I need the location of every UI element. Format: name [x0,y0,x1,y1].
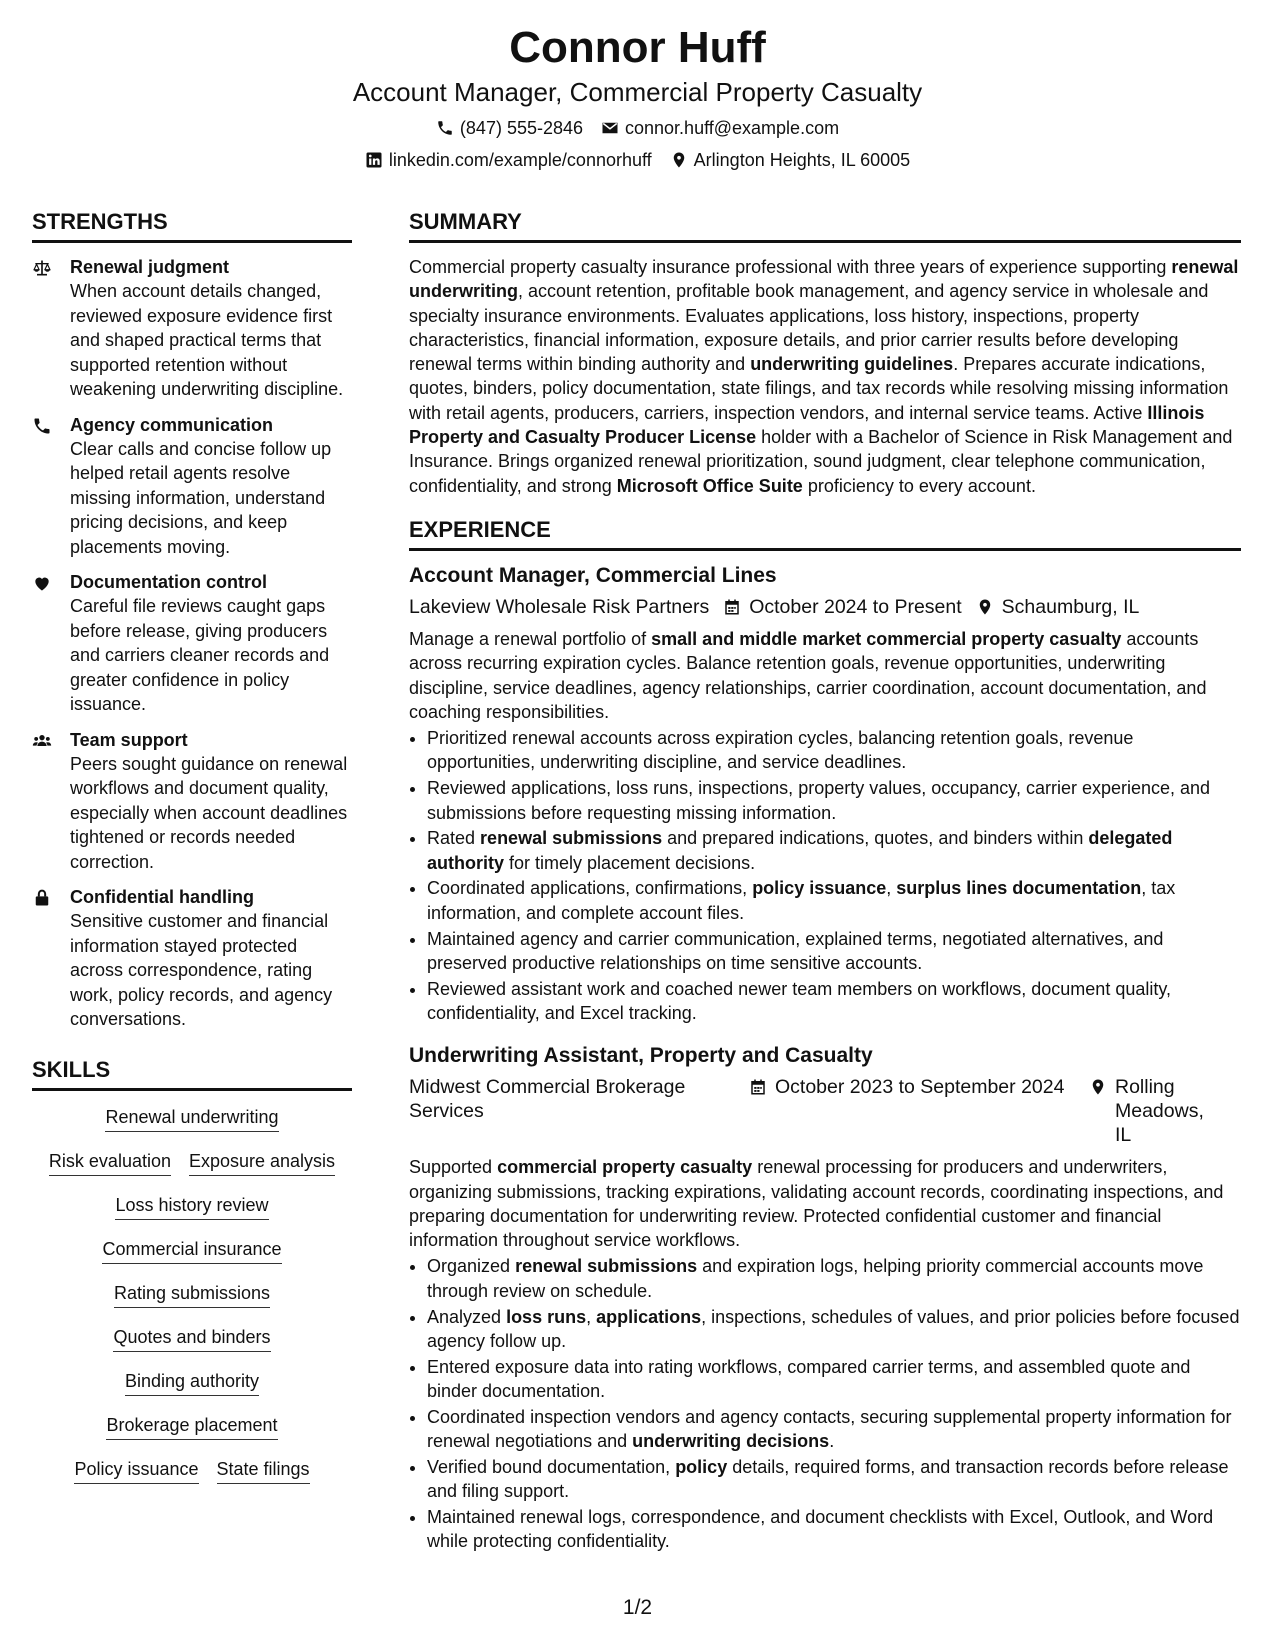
job-bullets [409,1254,1241,1553]
text-run: Rated [427,828,481,849]
bullet-item [427,1455,1241,1504]
bullet-item [427,1355,1241,1404]
bold-text: small and middle market commercial property casualty [651,628,1122,649]
calendar-icon [723,598,741,616]
users-icon [32,731,52,751]
envelope-icon [601,119,619,137]
left-column [32,208,352,1501]
strength-item [32,885,352,1032]
map-pin-icon [976,598,994,616]
text-run: Reviewed assistant work and coached newer team members on workflows, document quality, confidentiality, and Excel tracking. [427,978,1172,1023]
bullet-item [427,1254,1241,1303]
bold-text: Illinois Property and Casualty Producer License [409,402,1205,448]
map-pin-icon [670,151,688,169]
text-run: Analyzed [427,1306,507,1327]
text-run: Coordinated inspection vendors and agency contacts, securing supplemental property information for renewal negotiations and [427,1406,1232,1451]
skills-list [32,1105,352,1484]
strength-title: Renewal judgment [70,257,230,277]
linkedin-text: linkedin.com/example/connorhuff [388,150,652,170]
bold-text: commercial property casualty [497,1157,753,1178]
summary-paragraph [409,255,1241,498]
calendar-icon [749,1078,767,1096]
bold-text: policy issuance [752,878,887,899]
bold-text: Microsoft Office Suite [616,475,803,496]
candidate-name: Connor Huff [509,23,766,72]
strength-item [32,570,352,717]
bullet-item [427,826,1241,875]
bold-text: renewal submissions [480,828,663,849]
job-intro [409,1155,1241,1252]
page-number: 1/2 [622,1596,653,1619]
text-run: renewal processing for producers and underwriters, organizing submissions, tracking expirations, validating account records, coordinating inspections, and preparing documentation for underwriting review. Protected confidential customer and financial information throughout service workflows. [409,1157,1224,1251]
linkedin-contact[interactable] [365,148,652,172]
text-run: Prioritized renewal accounts across expiration cycles, balancing retention goals, revenue opportunities, underwriting discipline, and service deadlines. [427,728,1134,773]
bold-text: policy [675,1456,728,1477]
bold-text: applications [596,1306,702,1327]
skill-tag: Commercial insurance [102,1237,281,1264]
bold-text: surplus lines documentation [896,878,1142,899]
skill-tag: Policy issuance [74,1457,198,1484]
job-meta [409,595,1241,619]
bullet-item [427,977,1241,1026]
skill-row [32,1281,352,1308]
job-title: Account Manager, Commercial Lines [409,563,777,587]
text-run: accounts across recurring expiration cycles. Balance retention goals, revenue opportunities, underwriting discipline, service deadlines, agency relationships, carrier coordination, account documentation, and coaching responsibilities. [409,628,1207,722]
skill-row [32,1237,352,1264]
text-run: , [586,1306,597,1327]
bold-text: delegated authority [427,828,1173,873]
skill-tag: Loss history review [115,1193,268,1220]
strength-title: Confidential handling [70,887,254,907]
experience-heading: EXPERIENCE [409,516,1241,551]
scale-icon [32,258,52,278]
text-run: and prepared indications, quotes, and binders within [662,828,1089,849]
bullet-item [427,927,1241,976]
text-run: and expiration logs, helping priority commercial accounts move through review on schedule. [427,1256,1204,1301]
text-run: holder with a Bachelor of Science in Risk Management and Insurance. Brings organized renewal prioritization, sound judgment, clear telephone communication, confidentiality, and strong [409,427,1233,496]
bullet-item [427,876,1241,925]
bullet-item [427,1505,1241,1554]
map-pin-icon [1089,1078,1107,1096]
text-run: Coordinated applications, confirmations, [427,878,753,899]
job-title: Underwriting Assistant, Property and Casualty [409,1044,873,1068]
bold-text: loss runs [506,1306,587,1327]
text-run: Maintained renewal logs, correspondence, and document checklists with Excel, Outlook, and Word while protecting confidentiality. [427,1506,1214,1552]
linkedin-icon [365,151,383,169]
skill-row [32,1457,352,1484]
text-run: Supported [409,1157,498,1178]
phone-text: (847) 555-2846 [459,118,584,138]
text-run: Verified bound documentation, [427,1456,676,1477]
text-run: , account retention, profitable book management, and agency service in wholesale and specialty insurance environments. Evaluates applications, loss history, inspections, property characteristics, financial information, exposure details, and prior carrier results before developing renewal terms within binding authority and [409,281,1209,375]
strength-item [32,413,352,560]
bold-text: underwriting decisions [632,1430,830,1451]
skill-tag: Exposure analysis [189,1149,335,1176]
skill-tag: State filings [217,1457,310,1484]
job-bullets [409,726,1241,1025]
strengths-heading: STRENGTHS [32,208,352,243]
skill-row [32,1413,352,1440]
strength-item [32,255,352,402]
skill-tag: Quotes and binders [113,1325,270,1352]
location-text: Arlington Heights, IL 60005 [693,150,911,170]
text-run: Maintained agency and carrier communication, explained terms, negotiated alternatives, and preserved productive relationships on time sensitive accounts. [427,928,1164,973]
bullet-item [427,1305,1241,1354]
phone-icon [436,119,454,137]
phone-icon [32,416,52,436]
company-name: Midwest Commercial Brokerage Services [409,1076,686,1123]
text-run: proficiency to every account. [802,475,1036,496]
right-column [409,208,1241,1555]
skill-row [32,1193,352,1220]
heart-icon [32,573,52,593]
skill-tag: Brokerage placement [106,1413,277,1440]
skills-heading: SKILLS [32,1056,352,1091]
skill-tag: Rating submissions [114,1281,270,1308]
resume-header [0,22,1275,172]
text-run: . Prepares accurate indications, quotes, binders, policy documentation, state filings, and tax records while resolving missing information with retail agents, producers, carriers, inspection vendors, and internal service teams. Active [409,354,1229,423]
job-intro [409,627,1241,724]
text-run: details, required forms, and transaction records before release and filing support. [427,1456,1229,1502]
skill-row [32,1149,352,1176]
bold-text: renewal submissions [515,1256,698,1277]
skill-row [32,1325,352,1352]
text-run: Reviewed applications, loss runs, inspections, property values, occupancy, carrier experience, and submissions before requesting missing information. [427,778,1211,823]
bullet-item [427,726,1241,775]
strength-desc: Clear calls and concise follow up helped retail agents resolve missing information, understand pricing decisions, and keep placements moving. [70,438,332,557]
job-entry [409,1043,1241,1553]
bullet-item [427,1405,1241,1454]
experience-list [409,563,1241,1554]
email-text: connor.huff@example.com [625,118,840,138]
contact-row-1 [0,116,1275,140]
job-meta [409,1075,1241,1147]
text-run: Entered exposure data into rating workflows, compared carrier terms, and assembled quote and binder documentation. [427,1356,1191,1401]
skill-tag: Renewal underwriting [105,1105,278,1132]
job-dates: October 2024 to Present [723,595,961,619]
bold-text: renewal underwriting [409,257,1239,302]
job-location: Schaumburg, IL [976,595,1140,619]
strength-title: Agency communication [70,414,274,435]
text-run: Organized [427,1256,516,1277]
strength-title: Documentation control [70,572,267,592]
strength-item [32,728,352,875]
text-run: Manage a renewal portfolio of [409,628,652,649]
location-contact [670,148,910,172]
skills-section [32,1056,352,1484]
text-run: , [886,878,897,899]
text-run: for timely placement decisions. [504,852,756,873]
summary-heading: SUMMARY [409,208,1241,243]
job-entry [409,563,1241,1025]
skill-tag: Binding authority [125,1369,259,1396]
text-run: . [829,1430,835,1451]
bullet-item [427,776,1241,825]
contact-row-2 [0,148,1275,172]
skill-tag: Risk evaluation [49,1149,171,1176]
strength-desc: Careful file reviews caught gaps before release, giving producers and carriers cleaner records and greater confidence in policy issuance. [70,596,330,714]
text-run: , tax information, and complete account files. [427,878,1176,923]
job-dates: October 2023 to September 2024 [749,1075,1089,1099]
text-run: , inspections, schedules of values, and prior policies before focused agency follow up. [427,1306,1240,1351]
company-name: Lakeview Wholesale Risk Partners [409,595,710,618]
skill-row [32,1105,352,1132]
text-run: Commercial property casualty insurance professional with three years of experience supporting [409,257,1172,277]
lock-icon [32,888,52,908]
strength-title: Team support [70,729,188,750]
skill-row [32,1369,352,1396]
strength-desc: Sensitive customer and financial information stayed protected across correspondence, rating work, policy records, and agency conversations. [70,911,333,1029]
job-location: Rolling Meadows, IL [1089,1075,1209,1147]
email-contact[interactable] [601,116,839,140]
phone-contact [436,116,583,140]
candidate-headline: Account Manager, Commercial Property Casualty [352,77,923,107]
strength-desc: Peers sought guidance on renewal workflows and document quality, especially when account deadlines tightened or records needed correction. [70,753,348,872]
strength-desc: When account details changed, reviewed exposure evidence first and shaped practical terms that supported retention without weakening underwriting discipline. [70,281,344,399]
bold-text: underwriting guidelines [750,354,954,375]
